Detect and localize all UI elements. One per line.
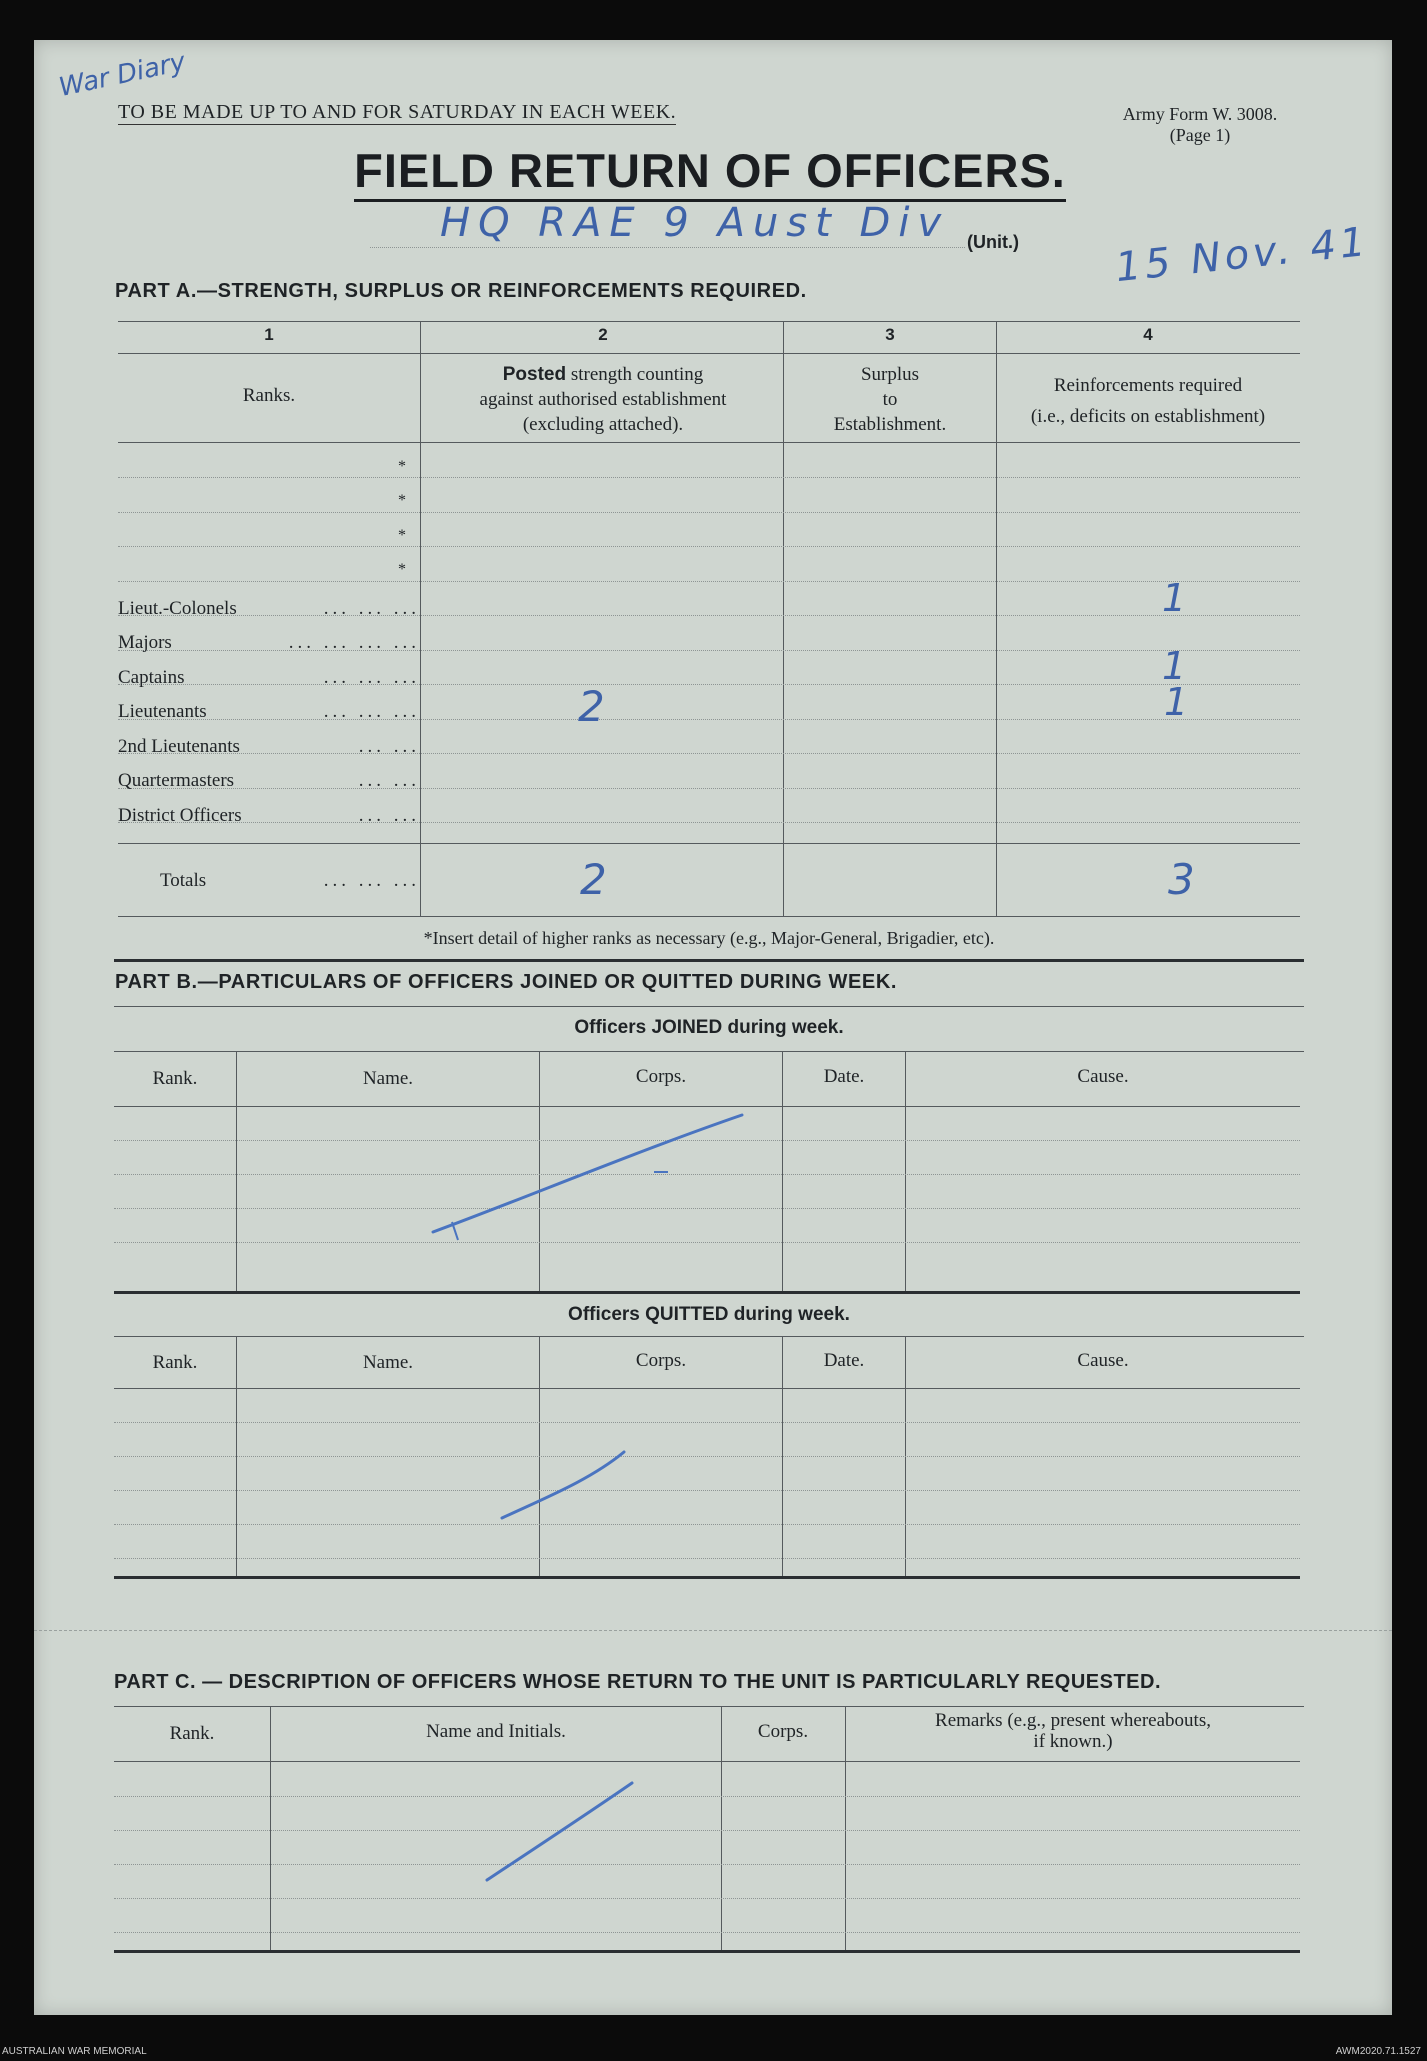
rank-dots: ... ... ...: [323, 701, 420, 722]
hw-ltcol-reinf: 1: [1162, 576, 1187, 620]
form-number: Army Form W. 3008.: [1122, 104, 1278, 124]
quitted-strike-line: [502, 1452, 624, 1518]
rank-label: Lieutenants: [118, 701, 207, 722]
totals-dots: ... ... ...: [323, 870, 420, 891]
col4-header-line1: Reinforcements required: [1053, 375, 1243, 396]
credit-left: AUSTRALIAN WAR MEMORIAL: [2, 2046, 147, 2057]
asterisk-2: *: [398, 492, 406, 509]
col-number-3: 3: [885, 325, 895, 344]
col1-header: Ranks.: [242, 385, 296, 406]
credit-right: AWM2020.71.1527: [1335, 2046, 1421, 2057]
col2-header-line3: (excluding attached).: [522, 414, 684, 435]
handwritten-unit: HQ RAE 9 Aust Div: [440, 200, 950, 246]
rank-dots: ... ...: [358, 805, 420, 826]
quitted-col-rank: Rank.: [152, 1352, 198, 1373]
quitted-col-cause: Cause.: [1077, 1350, 1129, 1371]
quitted-col-name: Name.: [362, 1352, 414, 1373]
remarks-line1: Remarks (e.g., present whereabouts,: [935, 1710, 1211, 1731]
instruction-text: TO BE MADE UP TO AND FOR SATURDAY IN EACH WEEK.: [118, 101, 677, 123]
handwritten-date: 15 Nov. 41: [1113, 218, 1372, 292]
rank-label: 2nd Lieutenants: [118, 736, 240, 757]
col3-header-line1: Surplus: [860, 364, 920, 385]
col2-header-bold: Posted: [502, 364, 567, 385]
col-number-1: 1: [264, 325, 274, 344]
rank-label: Majors: [118, 632, 172, 653]
unit-label: (Unit.): [967, 232, 1019, 252]
partc-col-corps: Corps.: [757, 1721, 809, 1742]
part-b-heading: PART B.—PARTICULARS OF OFFICERS JOINED OR QUITTED DURING WEEK.: [115, 971, 898, 993]
part-c-heading: PART C. — DESCRIPTION OF OFFICERS WHOSE RETURN TO THE UNIT IS PARTICULARLY REQUESTED.: [114, 1671, 1162, 1693]
totals-label: Totals: [160, 870, 207, 891]
asterisk-3: *: [398, 527, 406, 544]
joined-col-date: Date.: [823, 1066, 865, 1087]
joined-col-name: Name.: [362, 1068, 414, 1089]
rank-dots: ... ... ...: [323, 598, 420, 619]
rank-dots: ... ...: [358, 736, 420, 757]
col-number-4: 4: [1143, 325, 1153, 344]
quitted-title: Officers QUITTED during week.: [568, 1304, 850, 1325]
page-label: (Page 1): [1169, 125, 1231, 145]
joined-col-cause: Cause.: [1077, 1066, 1129, 1087]
handwritten-war-diary: War Diary: [56, 46, 189, 104]
remarks-line2: if known.): [1033, 1731, 1113, 1752]
partc-col-rank: Rank.: [169, 1723, 215, 1744]
asterisk-4: *: [398, 561, 406, 578]
rank-dots: ... ... ...: [323, 667, 420, 688]
quitted-col-corps: Corps.: [635, 1350, 687, 1371]
partc-strike-line: [487, 1783, 632, 1880]
rank-dots: ... ... ... ...: [288, 632, 420, 653]
joined-col-rank: Rank.: [152, 1068, 198, 1089]
form-title-text: FIELD RETURN OF OFFICERS.: [354, 144, 1066, 202]
partc-col-name: Name and Initials.: [426, 1721, 566, 1742]
joined-col-corps: Corps.: [635, 1066, 687, 1087]
asterisk-1: *: [398, 458, 406, 475]
hw-captains-reinf: 1: [1164, 680, 1189, 724]
col-number-2: 2: [598, 325, 608, 344]
hw-lieutenants-posted: 2: [578, 682, 605, 731]
hw-total-posted: 2: [580, 855, 607, 904]
col2-header-rest: strength counting: [570, 364, 704, 385]
joined-strike-line: [433, 1115, 742, 1232]
part-a-footnote: *Insert detail of higher ranks as necessary (e.g., Major-General, Brigadier, etc).: [423, 928, 995, 948]
rank-label: Lieut.-Colonels: [118, 598, 237, 619]
quitted-col-date: Date.: [823, 1350, 865, 1371]
part-a-heading: PART A.—STRENGTH, SURPLUS OR REINFORCEMENTS REQUIRED.: [115, 280, 807, 302]
col3-header-line2: to: [882, 389, 898, 410]
col4-header-line2: (i.e., deficits on establishment): [1030, 406, 1266, 427]
rank-label: District Officers: [118, 805, 242, 826]
col2-header-line2: against authorised establishment: [479, 389, 727, 410]
rank-label: Captains: [118, 667, 185, 688]
col3-header-line3: Establishment.: [833, 414, 947, 435]
joined-title: Officers JOINED during week.: [574, 1017, 844, 1038]
hw-total-reinf: 3: [1168, 855, 1195, 904]
hw-majors-reinf: 1: [1162, 644, 1187, 688]
rank-label: Quartermasters: [118, 770, 235, 791]
rank-dots: ... ...: [358, 770, 420, 791]
